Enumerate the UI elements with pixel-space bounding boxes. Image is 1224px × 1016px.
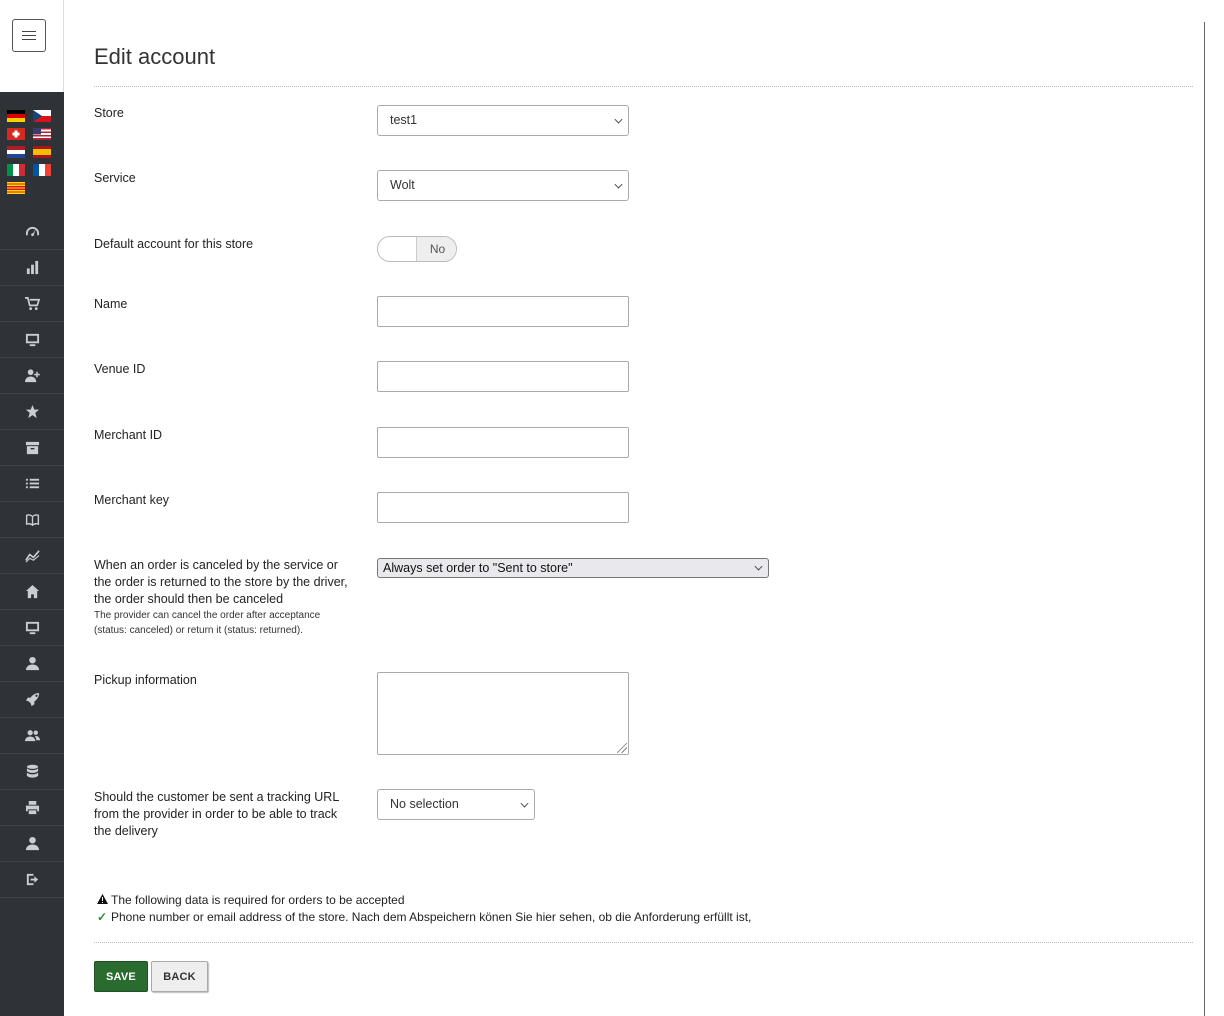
service-label: Service (94, 171, 136, 185)
cancel-behavior-select-value: Always set order to "Sent to store" (383, 561, 573, 575)
divider (94, 942, 1193, 943)
rocket-icon (25, 692, 40, 707)
hamburger-icon (22, 31, 36, 40)
printer-icon (25, 800, 40, 815)
merchant-id-label: Merchant ID (94, 428, 163, 442)
book-icon (25, 512, 40, 527)
chevron-down-icon (615, 116, 623, 124)
nav-catalog[interactable] (0, 502, 64, 538)
nav-add-user[interactable] (0, 358, 64, 394)
nav-home[interactable] (0, 574, 64, 610)
flag-cz-icon[interactable] (33, 110, 51, 122)
bar-chart-icon (25, 260, 40, 275)
toggle-knob (378, 237, 417, 261)
star-icon (25, 404, 40, 419)
checkmark-icon: ✓ (96, 910, 108, 924)
sidebar-nav (0, 92, 64, 1016)
nav-logout[interactable] (0, 862, 64, 898)
flag-us-icon[interactable] (33, 128, 51, 140)
name-input[interactable] (377, 296, 629, 327)
venue-id-label: Venue ID (94, 362, 146, 376)
store-label: Store (94, 106, 124, 120)
nav-dashboard[interactable] (0, 214, 64, 250)
cancel-behavior-select[interactable] (377, 558, 769, 578)
cancel-behavior-label (94, 557, 349, 638)
nav-launch[interactable] (0, 682, 64, 718)
nav-print[interactable] (0, 790, 64, 826)
venue-id-input[interactable] (377, 361, 629, 392)
flag-fr-icon[interactable] (33, 164, 51, 176)
name-label: Name (94, 297, 128, 311)
flag-de-icon[interactable] (7, 110, 25, 122)
page-title: Edit account (94, 44, 216, 69)
resize-handle-icon[interactable] (617, 743, 627, 753)
add-user-icon (25, 368, 40, 383)
nav-account[interactable] (0, 826, 64, 862)
list-icon (25, 476, 40, 491)
desktop-icon (25, 620, 40, 635)
pickup-info-textarea[interactable] (377, 672, 629, 755)
requirements-item-text: Phone number or email address of the store. Nach dem Abspeichern könen Sie hier sehen, ob die Anforderung erfüllt ist, (111, 910, 752, 924)
menu-toggle-button[interactable] (12, 19, 46, 52)
nav-team[interactable] (0, 718, 64, 754)
flag-it-icon[interactable] (7, 164, 25, 176)
chevron-down-icon (521, 800, 529, 808)
nav-statistics[interactable] (0, 250, 64, 286)
users-icon (25, 728, 40, 743)
requirements-item (96, 909, 751, 926)
save-button[interactable]: SAVE (94, 961, 148, 992)
requirements-heading (96, 892, 405, 909)
nav-database[interactable] (0, 754, 64, 790)
requirements-heading-text: The following data is required for orders to be accepted (111, 893, 405, 907)
store-select-value: test1 (390, 113, 418, 127)
merchant-id-input[interactable] (377, 427, 629, 458)
warning-icon (96, 892, 108, 909)
nav-profile[interactable] (0, 646, 64, 682)
default-account-label: Default account for this store (94, 237, 254, 251)
database-icon (25, 764, 40, 779)
nav-orders[interactable] (0, 286, 64, 322)
tracking-url-select[interactable] (377, 789, 535, 820)
sidebar (0, 0, 64, 1016)
nav-terminal[interactable] (0, 322, 64, 358)
divider (94, 86, 1193, 87)
nav-analytics[interactable] (0, 538, 64, 574)
cart-icon (25, 296, 40, 311)
user-icon (25, 656, 40, 671)
monitor-icon (25, 332, 40, 347)
service-select[interactable] (377, 170, 629, 201)
flag-es-icon[interactable] (33, 146, 51, 158)
tracking-url-label: Should the customer be sent a tracking URL from the provider in order to be able to track the delivery (94, 790, 339, 838)
merchant-key-input[interactable] (377, 492, 629, 523)
back-button[interactable]: BACK (151, 961, 208, 992)
chevron-down-icon (615, 181, 623, 189)
nav-favorites[interactable] (0, 394, 64, 430)
logout-icon (25, 872, 40, 887)
merchant-key-label: Merchant key (94, 493, 170, 507)
default-account-toggle[interactable] (377, 236, 457, 262)
cancel-behavior-text: When an order is canceled by the service or the order is returned to the store by the driver, the order should then be canceled (94, 558, 348, 606)
main-content (64, 0, 1204, 1016)
store-select[interactable] (377, 105, 629, 136)
account-icon (25, 836, 40, 851)
sidebar-header (0, 0, 64, 92)
pickup-info-label: Pickup information (94, 673, 197, 687)
cancel-behavior-hint: The provider can cancel the order after acceptance (status: canceled) or return it (status: returned). (94, 610, 321, 636)
flag-nl-icon[interactable] (7, 146, 25, 158)
dashboard-icon (25, 224, 40, 239)
toggle-state: No (417, 237, 457, 261)
flag-ca-icon[interactable] (7, 182, 25, 194)
flag-ch-icon[interactable] (7, 128, 25, 140)
nav-display[interactable] (0, 610, 64, 646)
home-icon (25, 584, 40, 599)
service-select-value: Wolt (390, 178, 415, 192)
chevron-down-icon (755, 563, 763, 571)
tracking-url-select-value: No selection (390, 797, 459, 811)
nav-archive[interactable] (0, 430, 64, 466)
line-chart-icon (25, 548, 40, 563)
content-border (1204, 22, 1205, 1016)
archive-icon (25, 440, 40, 455)
nav-list[interactable] (0, 466, 64, 502)
